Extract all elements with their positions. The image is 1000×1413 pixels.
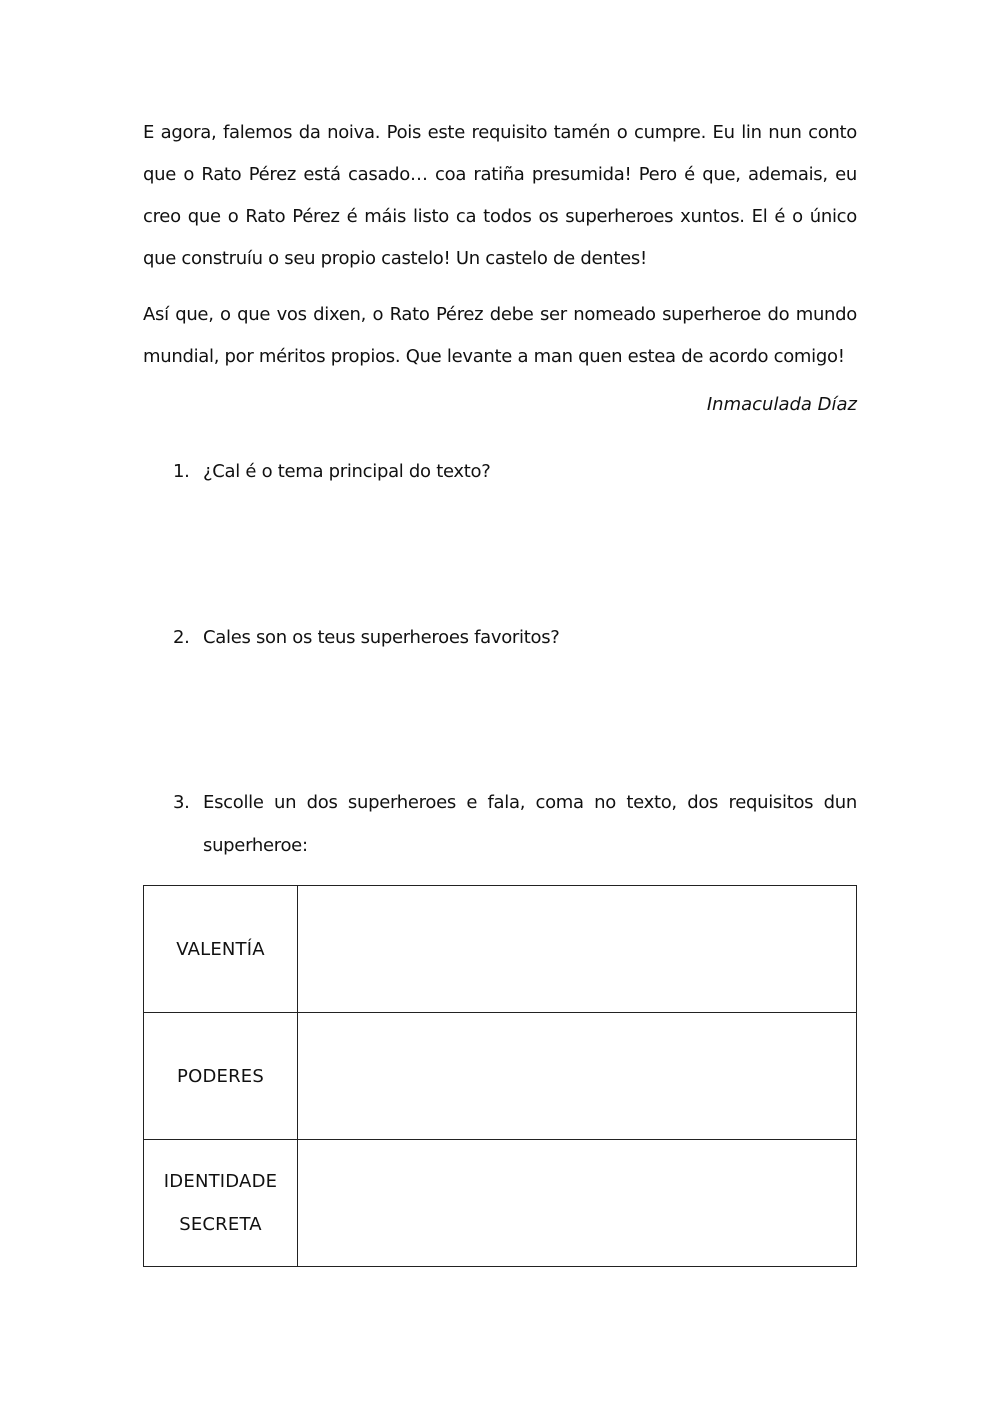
table-row (144, 1140, 857, 1267)
table-row (144, 886, 857, 1013)
question-text: ¿Cal é o tema principal do texto? (203, 461, 491, 482)
requirements-table (143, 885, 857, 1267)
table-row (144, 1013, 857, 1140)
question-1 (173, 450, 857, 493)
requirement-label-powers: PODERES (144, 1013, 298, 1140)
question-2 (173, 616, 857, 659)
worksheet-page (143, 112, 857, 1235)
question-number: 3. (173, 792, 190, 813)
question-number: 2. (173, 627, 190, 648)
answer-cell-secret-identity[interactable] (298, 1140, 857, 1267)
requirement-label-secret-identity: IDENTIDADE SECRETA (144, 1140, 298, 1267)
story-paragraph-2: Así que, o que vos dixen, o Rato Pérez debe ser nomeado superheroe do mundo mundial, por méritos propios. Que levante a man quen estea de acordo comigo! (143, 304, 857, 367)
question-text: Escolle un dos superheroes e fala, coma no texto, dos requisitos dun superheroe: (203, 792, 857, 856)
question-text: Cales son os teus superheroes favoritos? (203, 627, 560, 648)
question-number: 1. (173, 461, 190, 482)
story-paragraph-1: E agora, falemos da noiva. Pois este requisito tamén o cumpre. Eu lin nun conto que o Rato Pérez está casado… coa ratiña presumida! Pero é que, ademais, eu creo que o Rato Pérez é máis listo ca todos os superheroes xuntos. El é o único que construíu o seu propio castelo! Un castelo de dentes! (143, 122, 857, 269)
answer-cell-powers[interactable] (298, 1013, 857, 1140)
answer-cell-bravery[interactable] (298, 886, 857, 1013)
question-3 (173, 781, 857, 867)
requirement-label-bravery: VALENTÍA (144, 886, 298, 1013)
author-signature: Inmaculada Díaz (706, 394, 857, 415)
